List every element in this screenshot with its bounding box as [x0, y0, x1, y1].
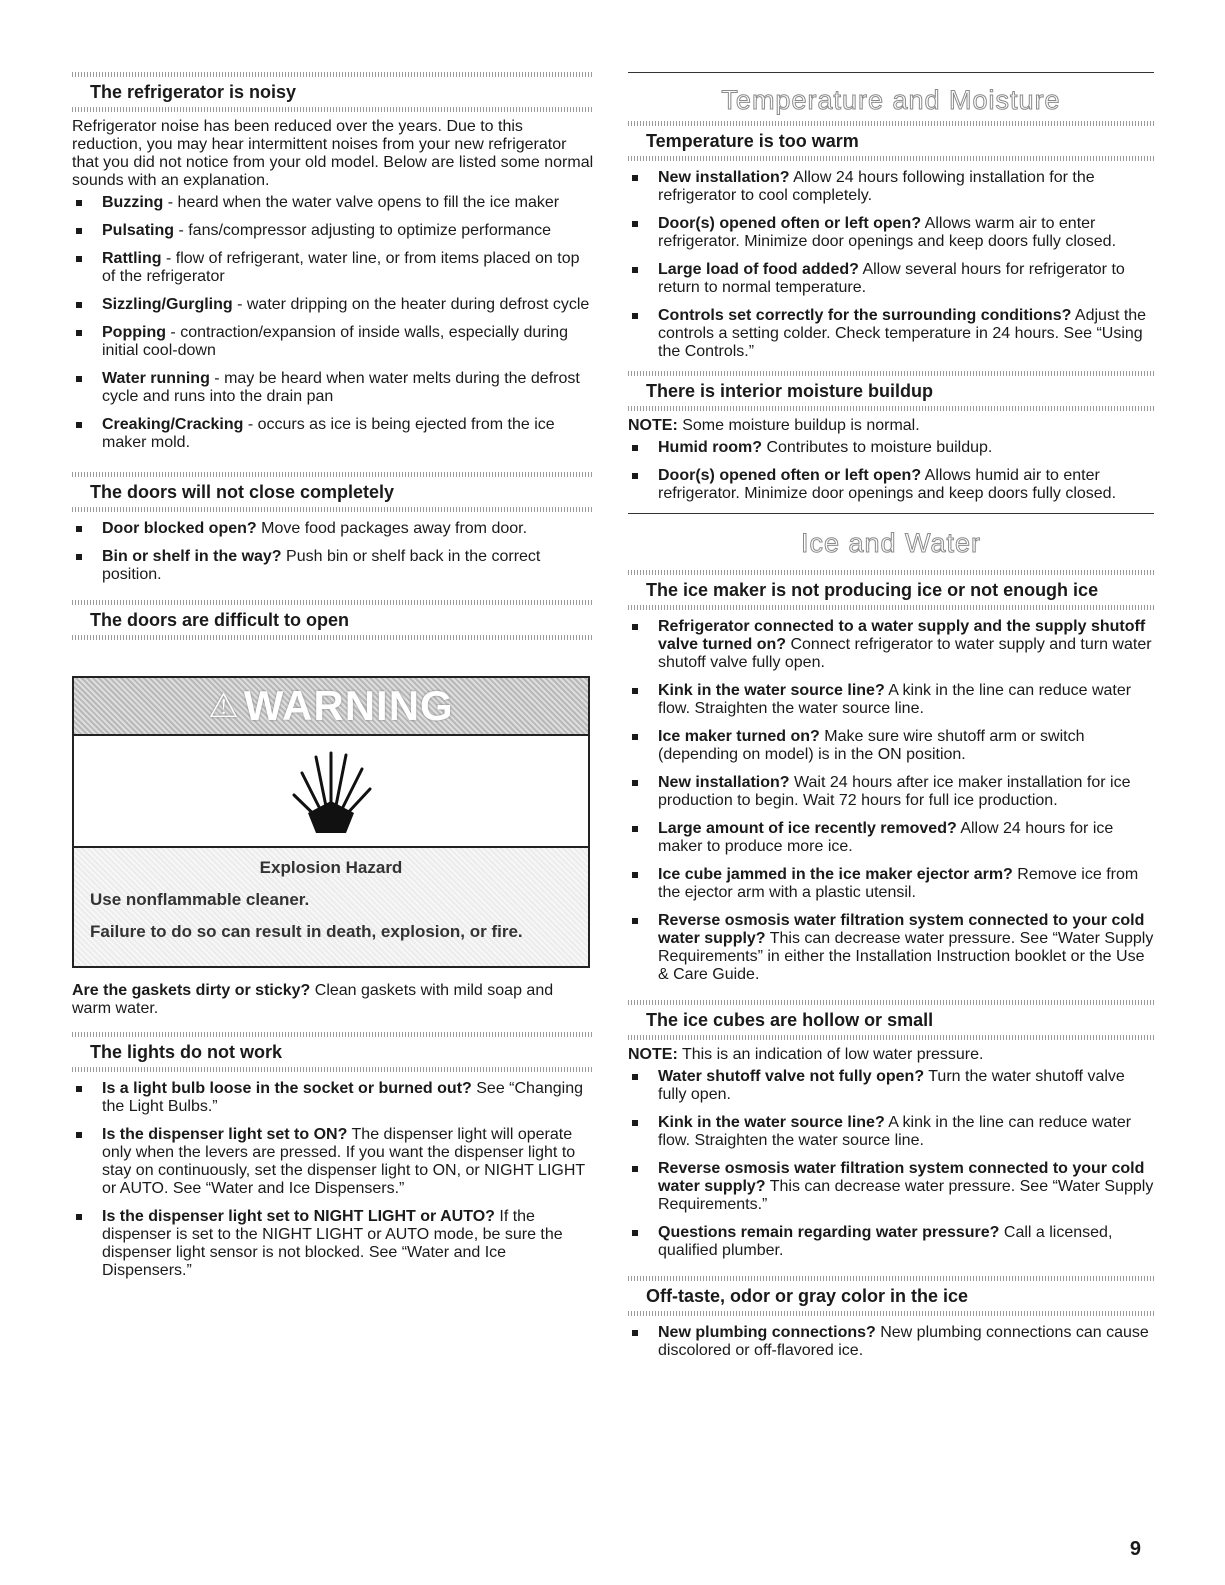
- list-item: Large amount of ice recently removed? Allow 24 hours for ice maker to produce more ice.: [628, 820, 1154, 856]
- list-item: Kink in the water source line? A kink in the line can reduce water flow. Straighten the water source line.: [628, 682, 1154, 718]
- section-title: Off-taste, odor or gray color in the ice: [646, 1286, 969, 1306]
- list-item: Rattling - flow of refrigerant, water line, or from items placed on top of the refrigerator: [72, 250, 594, 286]
- list-item: Door(s) opened often or left open? Allows warm air to enter refrigerator. Minimize door openings and keep doors fully closed.: [628, 215, 1154, 251]
- list-item: Ice cube jammed in the ice maker ejector arm? Remove ice from the ejector arm with a plastic utensil.: [628, 866, 1154, 902]
- rule: [628, 72, 1154, 73]
- section-title: The ice maker is not producing ice or not enough ice: [646, 580, 1099, 600]
- list-item: New installation? Wait 24 hours after ice maker installation for ice production to begin. Wait 72 hours for full ice production.: [628, 774, 1154, 810]
- note-text: NOTE: Some moisture buildup is normal.: [628, 417, 920, 434]
- list-item: Reverse osmosis water filtration system connected to your cold water supply? This can decrease water pressure. See “Water Supply Requirements” in either the Installation Instruction booklet or the Use & Care Guide.: [628, 912, 1154, 984]
- section-title: The refrigerator is noisy: [90, 82, 297, 102]
- page-number: 9: [1129, 1538, 1141, 1560]
- divider: [628, 406, 1154, 411]
- list-item: Kink in the water source line? A kink in the line can reduce water flow. Straighten the water source line.: [628, 1114, 1154, 1150]
- category-title: Ice and Water: [800, 528, 982, 558]
- ice-maker-list: [628, 618, 1154, 984]
- list-item: Water shutoff valve not fully open? Turn the water shutoff valve fully open.: [628, 1068, 1154, 1104]
- warning-box: [72, 676, 590, 968]
- section-intro: Refrigerator noise has been reduced over the years. Due to this reduction, you may hear intermittent noises from your new refrigerator that you did not notice from your old model. Below are listed some normal sounds with an explanation.: [72, 118, 594, 189]
- divider: [628, 1035, 1154, 1040]
- section-title: The doors are difficult to open: [90, 610, 350, 630]
- list-item: Creaking/Cracking - occurs as ice is being ejected from the ice maker mold.: [72, 416, 594, 452]
- list-item: Water running - may be heard when water melts during the defrost cycle and runs into the drain pan: [72, 370, 594, 406]
- list-item: Is the dispenser light set to NIGHT LIGHT or AUTO? If the dispenser is set to the NIGHT LIGHT or AUTO mode, be sure the dispenser light sensor is not blocked. See “Water and Ice Dispensers.”: [72, 1208, 594, 1280]
- list-item: Refrigerator connected to a water supply and the supply shutoff valve turned on? Connect refrigerator to water supply and turn water shutoff valve fully open.: [628, 618, 1154, 672]
- off-taste-list: [628, 1324, 1154, 1360]
- section-title: The ice cubes are hollow or small: [646, 1010, 934, 1030]
- list-item: Sizzling/Gurgling - water dripping on the heater during defrost cycle: [72, 296, 594, 314]
- hollow-list: [628, 1068, 1154, 1260]
- section-title: The doors will not close completely: [90, 482, 395, 502]
- explosion-icon-area: [74, 736, 588, 846]
- warning-line: Failure to do so can result in death, explosion, or fire.: [90, 922, 523, 941]
- warning-header: ⚠ WARNING: [74, 678, 588, 736]
- warning-text: [74, 846, 588, 966]
- section-title: Temperature is too warm: [646, 131, 859, 151]
- list-item: New plumbing connections? New plumbing connections can cause discolored or off-flavored ice.: [628, 1324, 1154, 1360]
- too-warm-list: [628, 169, 1154, 361]
- moisture-list: [628, 439, 1154, 503]
- list-item: Bin or shelf in the way? Push bin or shelf back in the correct position.: [72, 548, 594, 584]
- left-column: [72, 0, 594, 1290]
- list-item: Ice maker turned on? Make sure wire shutoff arm or switch (depending on model) is in the ON position.: [628, 728, 1154, 764]
- list-item: Is the dispenser light set to ON? The dispenser light will operate only when the levers are pressed. If you want the dispenser light to stay on continuously, set the dispenser light to ON, or NIGHT LIGHT or AUTO. See “Water and Ice Dispensers.”: [72, 1126, 594, 1198]
- list-item: Controls set correctly for the surrounding conditions? Adjust the controls a setting colder. Check temperature in 24 hours. See “Using the Controls.”: [628, 307, 1154, 361]
- list-item: Buzzing - heard when the water valve opens to fill the ice maker: [72, 194, 594, 212]
- hazard-title: Explosion Hazard: [259, 858, 403, 877]
- category-title: Temperature and Moisture: [721, 85, 1061, 115]
- list-item: Large load of food added? Allow several hours for refrigerator to return to normal temperature.: [628, 261, 1154, 297]
- right-column: [628, 0, 1154, 1370]
- section-title: The lights do not work: [90, 1042, 282, 1062]
- rule: [628, 513, 1154, 514]
- list-item: Door blocked open? Move food packages away from door.: [72, 520, 594, 538]
- list-item: New installation? Allow 24 hours following installation for the refrigerator to cool completely.: [628, 169, 1154, 205]
- divider: [72, 107, 594, 112]
- explosion-icon: [286, 743, 376, 839]
- warning-line: Use nonflammable cleaner.: [90, 890, 310, 909]
- list-item: Questions remain regarding water pressure? Call a licensed, qualified plumber.: [628, 1224, 1154, 1260]
- doors-close-list: [72, 520, 594, 584]
- list-item: Pulsating - fans/compressor adjusting to optimize performance: [72, 222, 594, 240]
- list-item: Popping - contraction/expansion of inside walls, especially during initial cool-down: [72, 324, 594, 360]
- section-title: There is interior moisture buildup: [646, 381, 934, 401]
- divider: [72, 635, 594, 640]
- gaskets-text: Are the gaskets dirty or sticky? Clean gaskets with mild soap and warm water.: [72, 982, 554, 1017]
- list-item: Reverse osmosis water filtration system connected to your cold water supply? This can decrease water pressure. See “Water Supply Requirements.”: [628, 1160, 1154, 1214]
- list-item: Humid room? Contributes to moisture buildup.: [628, 439, 1154, 457]
- noise-list: [72, 194, 594, 452]
- warning-triangle-icon: ⚠: [208, 687, 240, 725]
- list-item: Is a light bulb loose in the socket or burned out? See “Changing the Light Bulbs.”: [72, 1080, 594, 1116]
- list-item: Door(s) opened often or left open? Allows humid air to enter refrigerator. Minimize door openings and keep doors fully closed.: [628, 467, 1154, 503]
- lights-list: [72, 1080, 594, 1280]
- note-text: NOTE: This is an indication of low water pressure.: [628, 1046, 984, 1063]
